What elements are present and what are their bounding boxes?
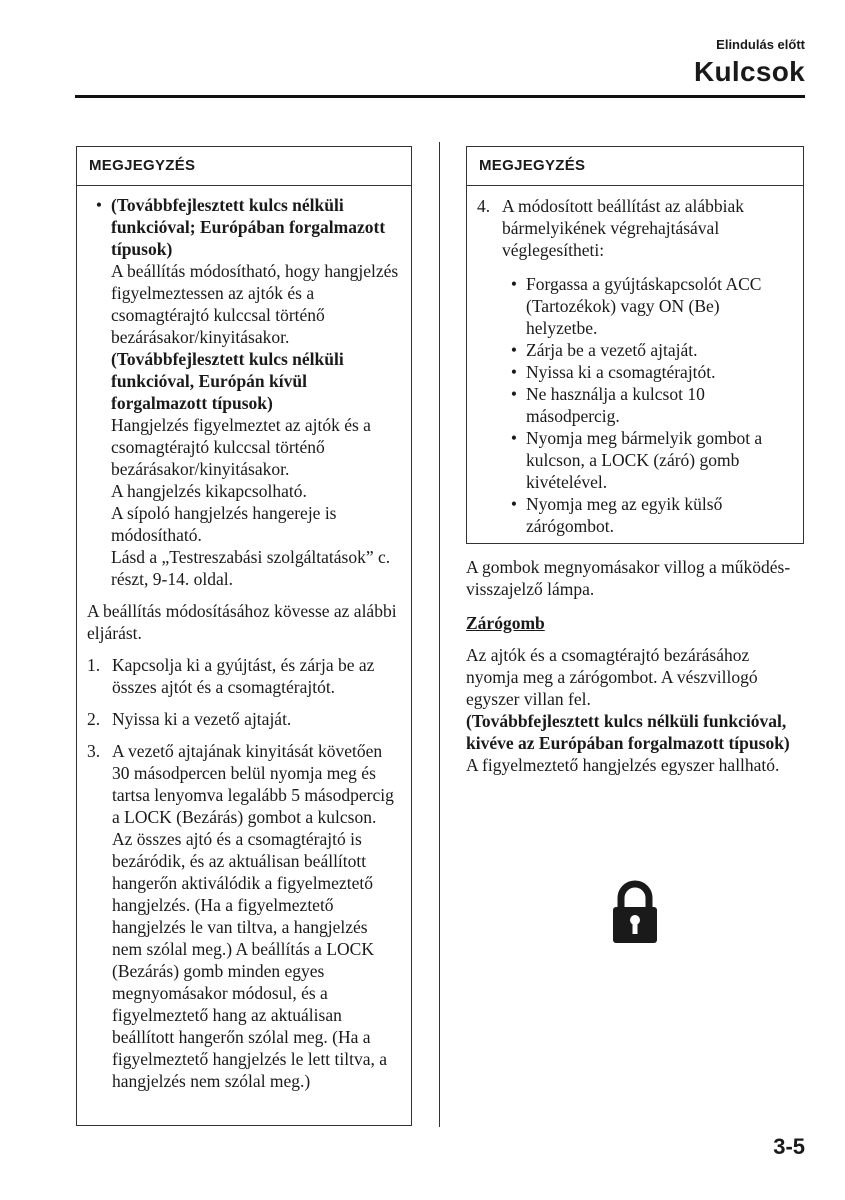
variant-text: A figyelmeztető hangjelzés egyszer hallható. [466, 755, 780, 775]
subheading-lock-button: Zárógomb [466, 613, 545, 633]
page-title: Kulcsok [693, 56, 805, 87]
step-number: 4. [477, 196, 491, 216]
step-text: A módosított beállítást az alábbiak bármelyikének végrehajtásával véglegesítheti: [502, 196, 745, 260]
step-text: Kapcsolja ki a gyújtást, és zárja be az összes ajtót és a csomagtérajtót. [112, 655, 375, 697]
step-number: 1. [87, 655, 101, 675]
left-note-body [77, 186, 411, 1110]
column-divider [439, 142, 440, 1127]
list-item: • Nyomja meg az egyik külső zárógombot. [510, 494, 723, 536]
page-number: 3-5 [773, 1134, 805, 1159]
lock-button-paragraph: Az ajtók és a csomagtérajtó bezárásához nyomja meg a zárógombot. A vészvillogó egyszer villan fel. [466, 645, 758, 709]
variant-text-reference: Lásd a „Testreszabási szolgáltatások” c. részt, 9-14. oldal. [111, 547, 391, 589]
variant-text-europe: A beállítás módosítható, hogy hangjelzés figyelmeztessen az ajtók és a csomagtérajtó kulccsal történő bezárásakor/kinyitásakor. [111, 261, 399, 347]
right-note-body [467, 186, 803, 545]
variant-text-volume: A sípoló hangjelzés hangereje is módosítható. [111, 503, 337, 545]
list-item: • Ne használja a kulcsot 10 másodpercig. [510, 384, 705, 426]
procedure-step [87, 740, 401, 1092]
step-number: 2. [87, 709, 101, 729]
left-note-bullet [87, 194, 401, 590]
header-rule [75, 95, 805, 98]
list-item: • Forgassa a gyújtáskapcsolót ACC (Tartozékok) vagy ON (Be) helyzetbe. [510, 274, 762, 338]
step-text: A vezető ajtajának kinyitását követően 30 másodpercen belül nyomja meg és tartsa lenyomva legalább 5 másodpercig a LOCK (Bezárás) gombot a kulcson. [112, 741, 394, 827]
indicator-paragraph: A gombok megnyomásakor villog a működés-visszajelző lámpa. [466, 557, 791, 599]
list-item: • Zárja be a vezető ajtaját. [510, 340, 698, 360]
variant-text-disable: A hangjelzés kikapcsolható. [111, 481, 307, 501]
finalize-options-list [477, 273, 793, 537]
procedure-step [87, 654, 401, 698]
right-note-heading: MEGJEGYZÉS [467, 147, 803, 186]
lock-icon [611, 880, 659, 944]
left-note-heading: MEGJEGYZÉS [77, 147, 411, 186]
step-text-detail: Az összes ajtó és a csomagtérajtó is bezáródik, és az aktuálisan beállított hangerőn aktiválódik a figyelmeztető hangjelzés. (Ha a figyelmeztető hangjelzés le van tiltva, a hangjelzés nem szólal meg.) A beállítás a LOCK (Bezárás) gomb minden egyes megnyomásakor módosul, és a figyelmeztető hang az aktuálisan beállított hangerőn szólal meg. (Ha a figyelmeztető hangjelzés le lett tiltva, a hangjelzés nem szólal meg.) [112, 829, 388, 1091]
procedure-step [87, 708, 401, 730]
list-item: • Nyissa ki a csomagtérajtót. [510, 362, 716, 382]
variant-text-non-europe: Hangjelzés figyelmeztet az ajtók és a csomagtérajtó kulccsal történő bezárásakor/kinyitásakor. [111, 415, 371, 479]
list-item: • Nyomja meg bármelyik gombot a kulcson, a LOCK (záró) gomb kivételével. [510, 428, 763, 492]
step-text: Nyissa ki a vezető ajtaját. [112, 709, 292, 729]
section-label: Elindulás előtt [716, 37, 805, 52]
bullet-dot: • [95, 195, 103, 215]
variant-heading-non-europe: (Továbbfejlesztett kulcs nélküli funkcióval, Európán kívül forgalmazott típusok) [111, 349, 344, 413]
right-note-box [466, 146, 804, 544]
right-column-text [466, 556, 804, 776]
step-number: 3. [87, 741, 101, 761]
variant-heading: (Továbbfejlesztett kulcs nélküli funkcióval, kivéve az Európában forgalmazott típusok) [466, 711, 790, 753]
variant-heading-europe: (Továbbfejlesztett kulcs nélküli funkcióval; Európában forgalmazott típusok) [111, 195, 386, 259]
procedure-step [477, 195, 793, 261]
procedure-intro: A beállítás módosításához kövesse az alábbi eljárást. [87, 601, 397, 643]
left-note-box [76, 146, 412, 1126]
